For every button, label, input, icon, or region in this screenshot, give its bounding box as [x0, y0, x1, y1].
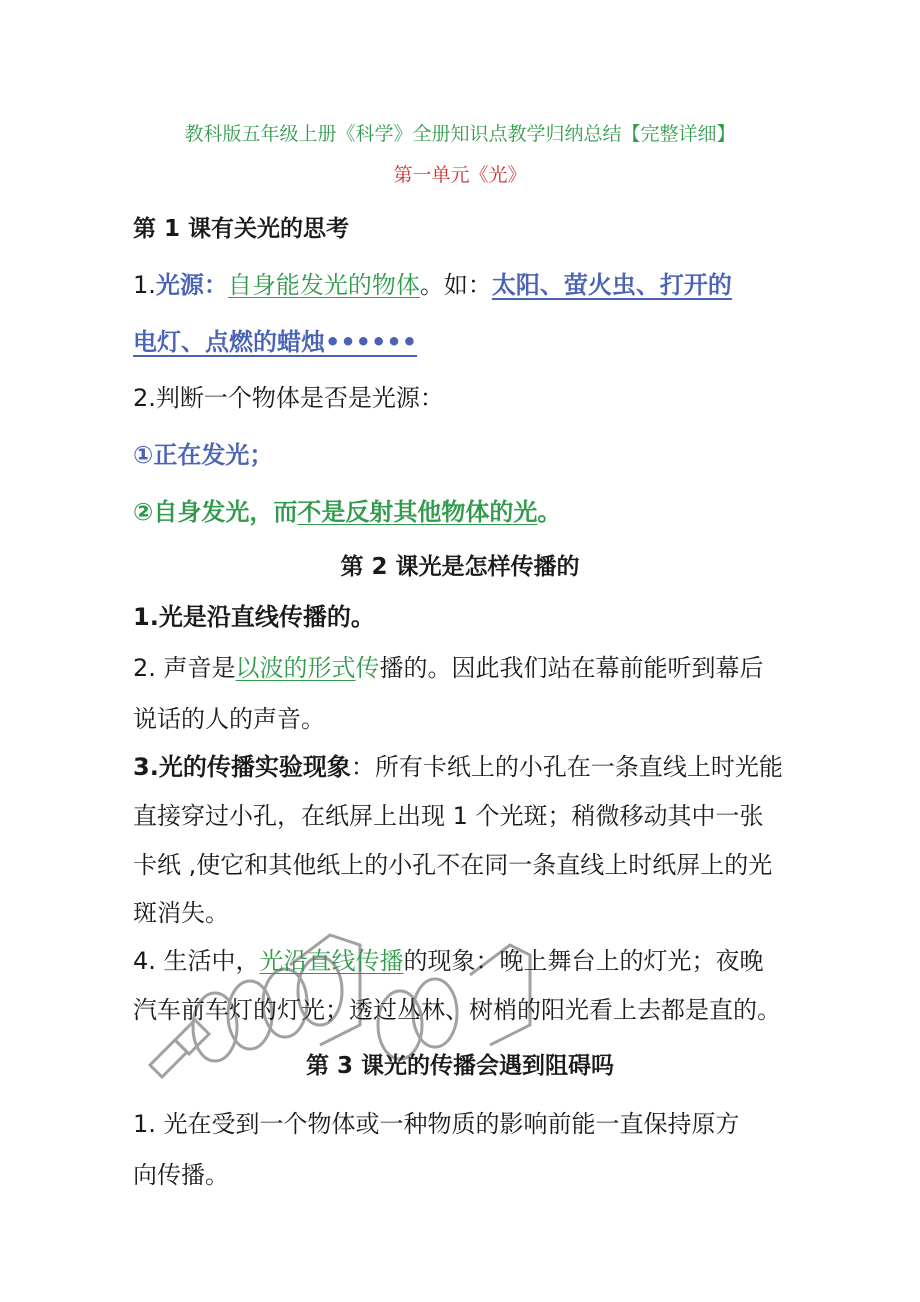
- text-segment: 传: [355, 654, 380, 682]
- light-source-examples-cont: 电灯、点燃的蜡烛••••••: [133, 328, 418, 356]
- lesson2-item1: 1.光是沿直线传播的。: [133, 603, 375, 631]
- lesson3-item1-line1: 1. 光在受到一个物体或一种物质的影响前能一直保持原方: [133, 1110, 740, 1138]
- lesson2-item3-line3: 卡纸 ,使它和其他纸上的小孔不在同一条直线上时纸屏上的光: [133, 851, 773, 879]
- lesson1-item2: 2.判断一个物体是否是光源：: [133, 384, 444, 412]
- document-title: 教科版五年级上册《科学》全册知识点教学归纳总结【完整详细】: [184, 123, 736, 145]
- lesson2-item4-line2: 汽车前车灯的灯光；透过丛林、树梢的阳光看上去都是直的。: [133, 996, 781, 1024]
- text-segment: 的现象：晚上舞台上的灯光；夜晚: [403, 947, 764, 975]
- lesson2-item3-line2: 直接穿过小孔，在纸屏上出现 1 个光斑；稍微移动其中一张: [133, 802, 764, 830]
- text-segment: 。: [537, 498, 562, 526]
- light-source-examples: 太阳、萤火虫、打开的: [491, 271, 732, 299]
- lesson1-criterion2: [133, 495, 561, 529]
- text-segment: 4. 生活中，: [133, 947, 260, 975]
- not-reflected-text: 不是反射其他物体的光: [297, 498, 538, 526]
- lesson1-heading: 第 1 课有关光的思考: [133, 216, 350, 242]
- lesson3-heading: 第 3 课光的传播会遇到阻碍吗: [305, 1053, 615, 1079]
- lesson2-item4-line1: [133, 944, 764, 978]
- lesson3-item1-line2: 向传播。: [133, 1161, 229, 1189]
- lesson1-item1-line1: [133, 268, 732, 302]
- wave-form-text: 以波的形式: [235, 654, 356, 682]
- light-source-term: 光源：: [155, 271, 228, 299]
- text-segment: 。如：: [419, 271, 492, 299]
- straight-line-text: 光沿直线传播: [259, 947, 404, 975]
- lesson1-item1-line2: [133, 325, 417, 359]
- item-number: 1.: [133, 271, 156, 299]
- lesson2-item3-line4: 斑消失。: [133, 899, 229, 927]
- text-segment: ②自身发光，而: [133, 498, 298, 526]
- lesson2-item3-line1: [133, 750, 783, 784]
- lesson1-criterion1: ①正在发光；: [133, 441, 274, 469]
- text-segment: ：所有卡纸上的小孔在一条直线上时光能: [350, 753, 783, 781]
- lesson2-item2-line1: [133, 651, 764, 685]
- lesson2-item2-line2: 说话的人的声音。: [133, 705, 325, 733]
- text-segment: 播的。因此我们站在幕前能听到幕后: [379, 654, 764, 682]
- lesson2-heading: 第 2 课光是怎样传播的: [340, 554, 580, 580]
- unit-title: 第一单元《光》: [393, 164, 527, 186]
- text-segment: 2. 声音是: [133, 654, 236, 682]
- experiment-heading: 3.光的传播实验现象: [133, 753, 351, 781]
- light-source-definition: 自身能发光的物体: [227, 271, 420, 299]
